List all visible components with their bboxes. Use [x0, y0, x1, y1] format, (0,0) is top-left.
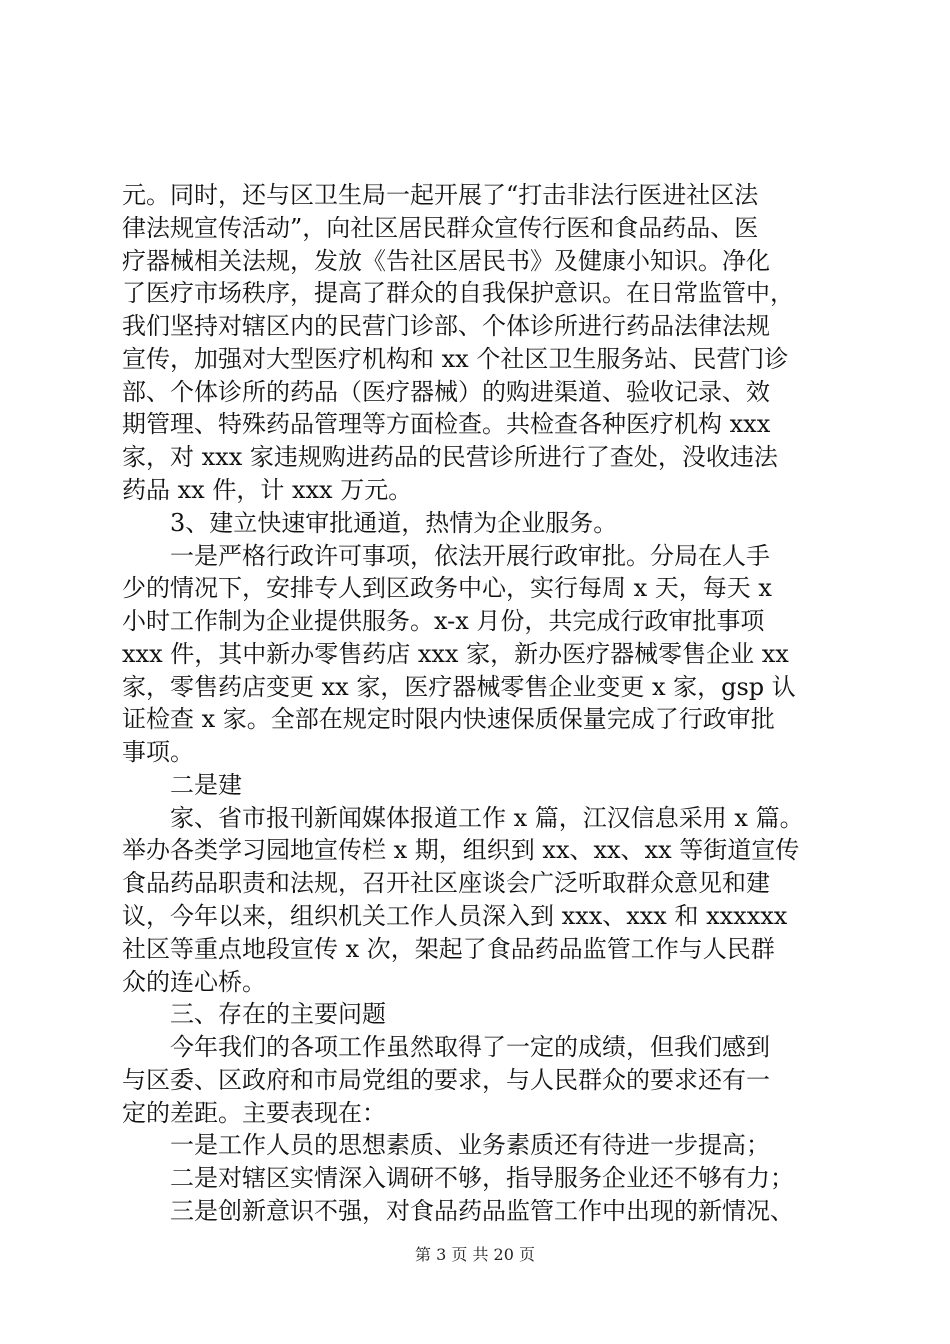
paragraph-line: 三是创新意识不强，对食品药品监管工作中出现的新情况、	[170, 1197, 794, 1225]
paragraph-line: 举办各类学习园地宣传栏 x 期，组织到 xx、xx、xx 等街道宣传	[122, 836, 800, 865]
paragraph-line: 食品药品职责和法规，召开社区座谈会广泛听取群众意见和建	[122, 869, 770, 898]
paragraph-line: 家，对 xxx 家违规购进药品的民营诊所进行了查处，没收违法	[122, 443, 778, 472]
paragraph-line: xxx 件，其中新办零售药店 xxx 家，新办医疗器械零售企业 xx	[122, 639, 789, 668]
paragraph-line: 元。同时，还与区卫生局一起开展了“打击非法行医进社区法	[122, 181, 759, 209]
paragraph-line: 一是严格行政许可事项，依法开展行政审批。分局在人手	[170, 541, 770, 570]
section-heading: 三、存在的主要问题	[170, 1000, 386, 1029]
paragraph-line: 我们坚持对辖区内的民营门诊部、个体诊所进行药品法律法规	[122, 312, 770, 341]
paragraph-line: 二是建	[170, 770, 242, 799]
paragraph-line: 期管理、特殊药品管理等方面检查。共检查各种医疗机构 xxx	[122, 410, 771, 439]
paragraph-line: 律法规宣传活动”，向社区居民群众宣传行医和食品药品、医	[122, 213, 759, 242]
section-heading: 3、建立快速审批通道，热情为企业服务。	[170, 508, 618, 537]
paragraph-line: 少的情况下，安排专人到区政务中心，实行每周 x 天，每天 x	[122, 574, 772, 603]
paragraph-line: 定的差距。主要表现在：	[122, 1098, 386, 1127]
paragraph-line: 与区委、区政府和市局党组的要求，与人民群众的要求还有一	[122, 1065, 770, 1094]
paragraph-line: 部、个体诊所的药品（医疗器械）的购进渠道、验收记录、效	[122, 377, 770, 406]
paragraph-line: 家、省市报刊新闻媒体报道工作 x 篇，江汉信息采用 x 篇。	[170, 803, 804, 832]
page-footer: 第 3 页 共 20 页	[415, 1245, 535, 1264]
paragraph-line: 疗器械相关法规，发放《告社区居民书》及健康小知识。净化	[122, 246, 770, 275]
paragraph-line: 了医疗市场秩序，提高了群众的自我保护意识。在日常监管中，	[122, 279, 794, 308]
paragraph-line: 宣传，加强对大型医疗机构和 xx 个社区卫生服务站、民营门诊	[122, 344, 789, 373]
paragraph-line: 社区等重点地段宣传 x 次，架起了食品药品监管工作与人民群	[122, 934, 775, 963]
paragraph-line: 药品 xx 件，计 xxx 万元。	[122, 475, 413, 504]
paragraph-line: 二是对辖区实情深入调研不够，指导服务企业还不够有力；	[170, 1164, 794, 1193]
paragraph-line: 众的连心桥。	[122, 967, 266, 996]
paragraph-line: 今年我们的各项工作虽然取得了一定的成绩，但我们感到	[170, 1033, 770, 1062]
paragraph-line: 小时工作制为企业提供服务。x-x 月份，共完成行政审批事项	[122, 607, 765, 636]
paragraph-line: 证检查 x 家。全部在规定时限内快速保质保量完成了行政审批	[122, 705, 775, 734]
paragraph-line: 家，零售药店变更 xx 家，医疗器械零售企业变更 x 家，gsp 认	[122, 672, 796, 701]
paragraph-line: 事项。	[122, 738, 194, 767]
paragraph-line: 议，今年以来，组织机关工作人员深入到 xxx、xxx 和 xxxxxx	[122, 902, 788, 931]
paragraph-line: 一是工作人员的思想素质、业务素质还有待进一步提高；	[170, 1131, 770, 1160]
